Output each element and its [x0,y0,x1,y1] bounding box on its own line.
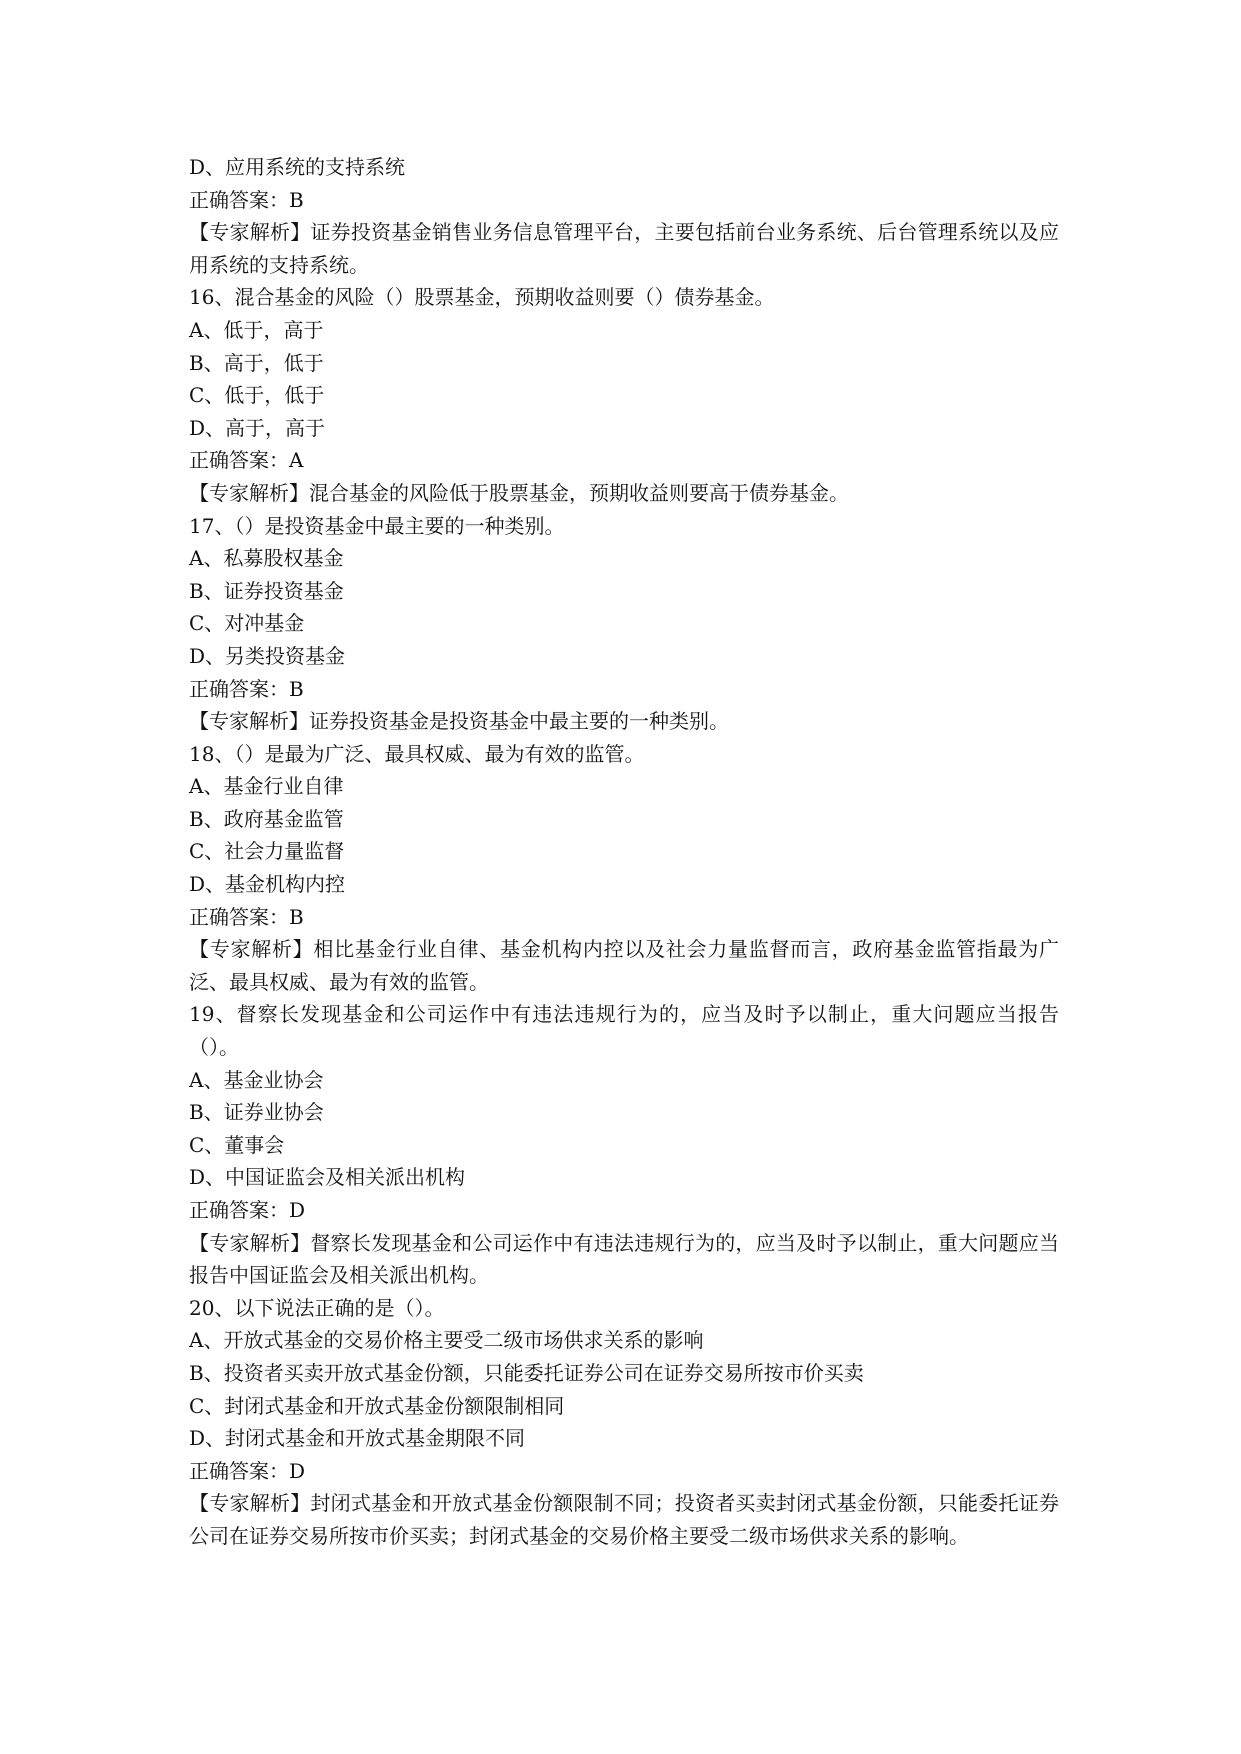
option-line: B、证券业协会 [189,1100,324,1125]
option-line: A、开放式基金的交易价格主要受二级市场供求关系的影响 [189,1328,704,1353]
option-line: C、董事会 [189,1132,285,1157]
option-line: A、基金业协会 [189,1067,324,1092]
option-line: D、中国证监会及相关派出机构 [189,1165,466,1190]
option-line: A、基金行业自律 [189,774,344,799]
answer-line: 正确答案：D [189,1198,306,1222]
question-line: 17、（）是投资基金中最主要的一种类别。 [189,513,565,538]
option-line: A、低于，高于 [189,317,324,342]
document-body [189,151,1059,1553]
explanation-paragraph: 【专家解析】封闭式基金和开放式基金份额限制不同；投资者买卖封闭式基金份额，只能委托证券公司在证券交易所按市价买卖；封闭式基金的交易价格主要受二级市场供求关系的影响。 [189,1491,1059,1548]
option-line: A、私募股权基金 [189,546,344,571]
option-line: C、封闭式基金和开放式基金份额限制相同 [189,1393,565,1418]
explanation-paragraph: 【专家解析】督察长发现基金和公司运作中有违法违规行为的，应当及时予以制止，重大问题应当报告中国证监会及相关派出机构。 [189,1230,1059,1288]
question-line: 20、以下说法正确的是（）。 [189,1295,445,1320]
answer-line: 正确答案：A [189,448,304,473]
question-line: 18、（）是最为广泛、最具权威、最为有效的监管。 [189,741,645,766]
option-line: D、高于，高于 [189,415,326,440]
option-line: C、对冲基金 [189,611,305,636]
option-line: D、封闭式基金和开放式基金期限不同 [189,1426,526,1451]
option-line: B、投资者买卖开放式基金份额，只能委托证券公司在证券交易所按市价买卖 [189,1360,864,1385]
option-line: D、另类投资基金 [189,643,346,668]
question-line: 16、混合基金的风险（）股票基金，预期收益则要（）债券基金。 [189,285,775,310]
explanation-paragraph: 【专家解析】证券投资基金销售业务信息管理平台，主要包括前台业务系统、后台管理系统以及应用系统的支持系统。 [189,220,1059,277]
option-line: D、基金机构内控 [189,872,346,897]
option-line: B、政府基金监管 [189,806,344,831]
explanation-paragraph: 【专家解析】混合基金的风险低于股票基金，预期收益则要高于债券基金。 [189,480,849,505]
answer-line: 正确答案：B [189,187,304,212]
answer-line: 正确答案：B [189,676,304,701]
answer-line: 正确答案：D [189,1458,306,1483]
option-line: C、低于，低于 [189,383,325,408]
option-line: B、证券投资基金 [189,578,344,603]
question-line: 19、督察长发现基金和公司运作中有违法违规行为的，应当及时予以制止，重大问题应当报告（）。 [189,1002,1059,1060]
explanation-paragraph: 【专家解析】相比基金行业自律、基金机构内控以及社会力量监督而言，政府基金监管指最为广泛、最具权威、最为有效的监管。 [189,937,1059,994]
answer-line: 正确答案：B [189,904,304,929]
option-line: B、高于，低于 [189,350,324,375]
explanation-paragraph: 【专家解析】证券投资基金是投资基金中最主要的一种类别。 [189,709,729,734]
option-line: D、应用系统的支持系统 [189,155,406,179]
option-line: C、社会力量监督 [189,839,345,864]
